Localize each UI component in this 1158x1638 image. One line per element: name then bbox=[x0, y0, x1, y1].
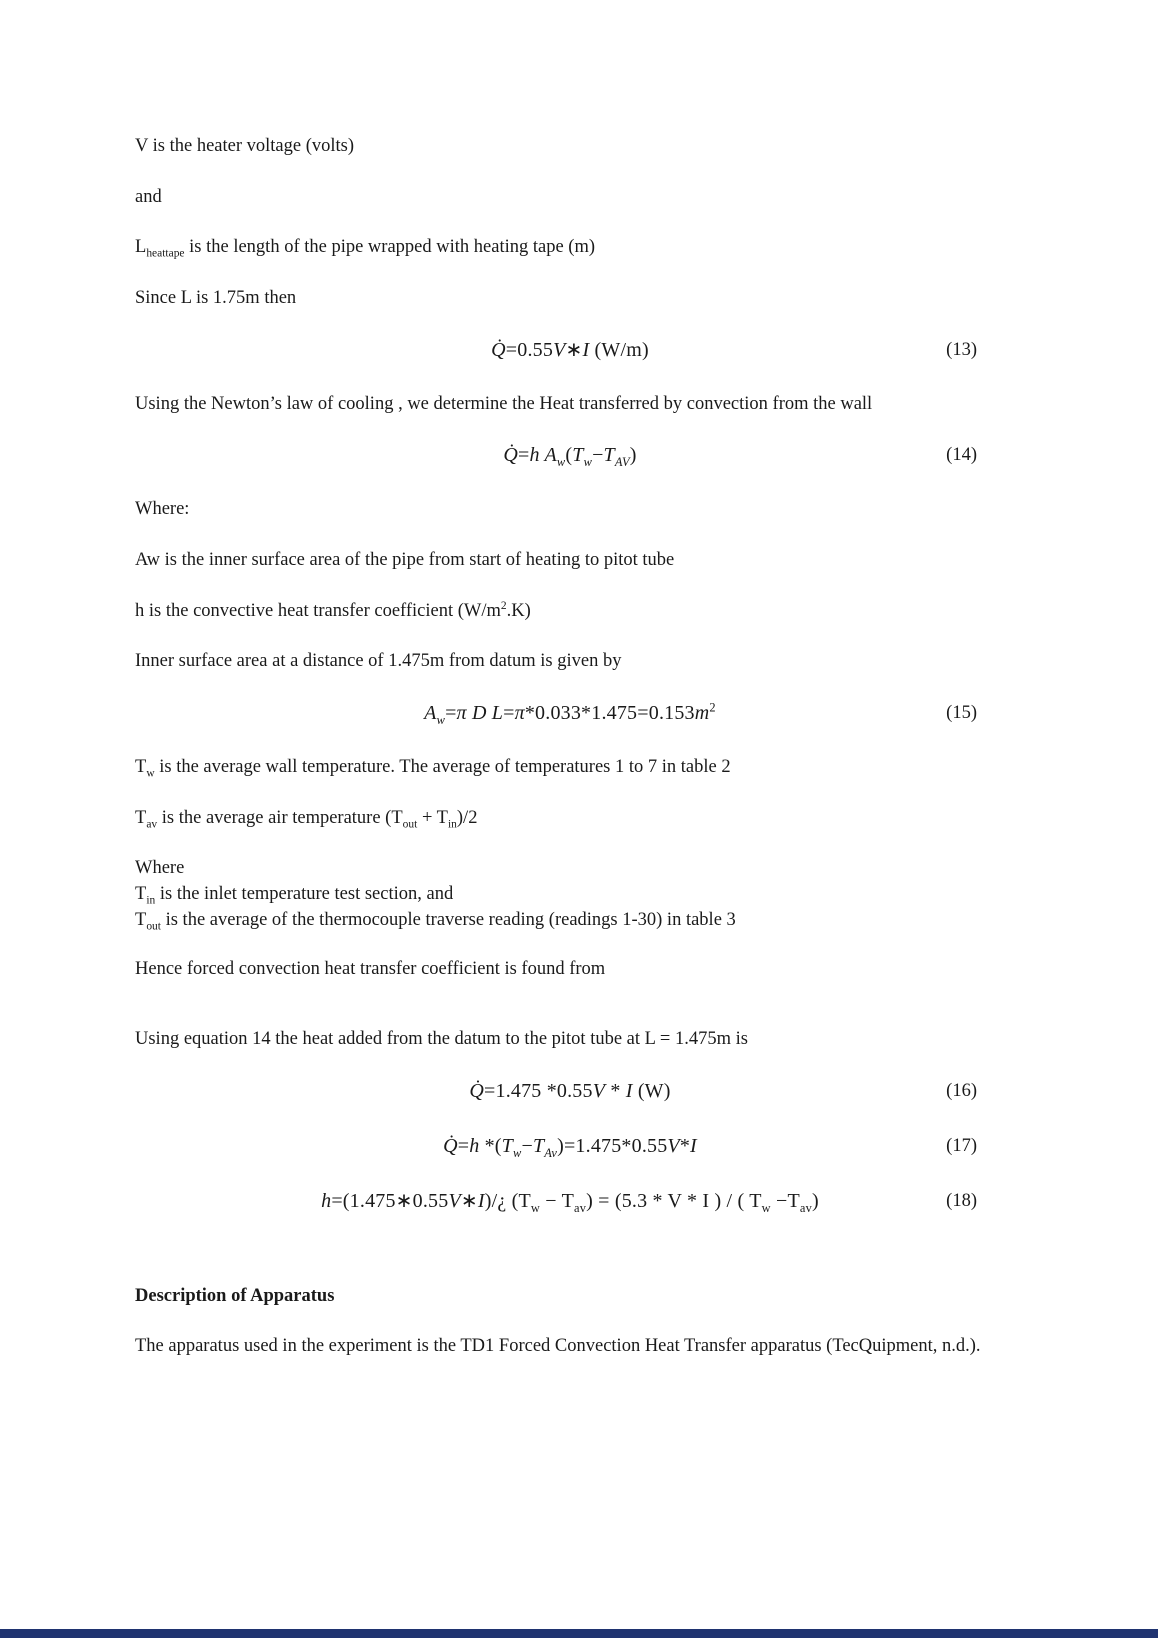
paragraph-tav-definition: $T_{av}$ is the average air temperature $(T_{out} + T_{in})/2$ bbox=[135, 807, 478, 831]
equation-16-row bbox=[135, 1079, 1005, 1105]
equation-16-number: (16) bbox=[946, 1080, 977, 1101]
window-bottom-edge-bar bbox=[0, 1629, 1158, 1638]
paragraph-hence-coefficient: Hence forced convection heat transfer coefficient is found from bbox=[135, 959, 606, 980]
equation-17-number: (17) bbox=[946, 1135, 977, 1156]
equation-15-number: (15) bbox=[946, 703, 977, 724]
equation-17-row bbox=[135, 1134, 1005, 1160]
equation-13-number: (13) bbox=[946, 339, 977, 360]
paragraph-heater-voltage: V is the heater voltage (volts) bbox=[135, 136, 355, 156]
paragraph-newton-cooling: Using the Newton’s law of cooling , we determine the Heat transferred by convection from the wall bbox=[135, 393, 873, 414]
paragraph-tin-definition: $T_{in}$ is the inlet temperature test section, and bbox=[135, 884, 454, 907]
equation-13-row bbox=[135, 338, 1005, 364]
section-heading-description-of-apparatus: Description of Apparatus bbox=[135, 1285, 335, 1306]
equation-15: $A_w=\pi$ D $L=\pi*0.033*1.475=0.153m^2$ bbox=[424, 700, 716, 728]
equation-16: Q̇=1.475 *0.55V * I (W) bbox=[469, 1079, 671, 1102]
document-content bbox=[135, 135, 1005, 1386]
paragraph-where: Where bbox=[135, 858, 185, 879]
paragraph-since-l: Since L is 1.75m then bbox=[135, 288, 297, 309]
equation-14-row bbox=[135, 443, 1005, 469]
paragraph-inner-surface-area: Inner surface area at a distance of 1.475m from datum is given by bbox=[135, 651, 622, 672]
equation-18: h=(1.475∗0.55V∗I)/¿ $(T_w - T_{av}) = (5.3 * V * I$ ) / ( $T_w -T_{av}$) bbox=[321, 1189, 819, 1215]
paragraph-where-colon: Where: bbox=[135, 499, 190, 520]
equation-14-number: (14) bbox=[946, 445, 977, 466]
paragraph-aw-definition: Aw is the inner surface area of the pipe from start of heating to pitot tube bbox=[135, 550, 675, 571]
paragraph-h-definition: h is the convective heat transfer coefficient $(W/m^2.K)$ bbox=[135, 599, 531, 621]
equation-17: Q̇=h $*(T_w-T_{Av})=1.475*0.55V*I$ bbox=[443, 1134, 697, 1160]
paragraph-heattape-length: $L_{heattape}$ is the length of the pipe wrapped with heating tape (m) bbox=[135, 237, 595, 261]
equation-13: Q̇=0.55V∗I (W/m) bbox=[491, 338, 649, 361]
equation-15-row bbox=[135, 701, 1005, 727]
paragraph-and: and bbox=[135, 186, 162, 207]
equation-18-number: (18) bbox=[946, 1190, 977, 1211]
paragraph-using-eq14: Using equation 14 the heat added from the datum to the pitot tube at L = 1.475m is bbox=[135, 1029, 748, 1050]
paragraph-tw-definition: $T_w$ is the average wall temperature. The average of temperatures 1 to 7 in table 2 bbox=[135, 757, 731, 780]
equation-14: Q̇=h $A_w(T_w-T_{AV})$ bbox=[503, 444, 637, 470]
equation-18-row bbox=[135, 1189, 1005, 1215]
paragraph-tout-definition: $T_{out}$ is the average of the thermocouple traverse reading (readings 1-30) in table 3 bbox=[135, 909, 736, 933]
paragraph-apparatus-description: The apparatus used in the experiment is the TD1 Forced Convection Heat Transfer apparatus (TecQuipment, n.d.). bbox=[135, 1336, 981, 1357]
